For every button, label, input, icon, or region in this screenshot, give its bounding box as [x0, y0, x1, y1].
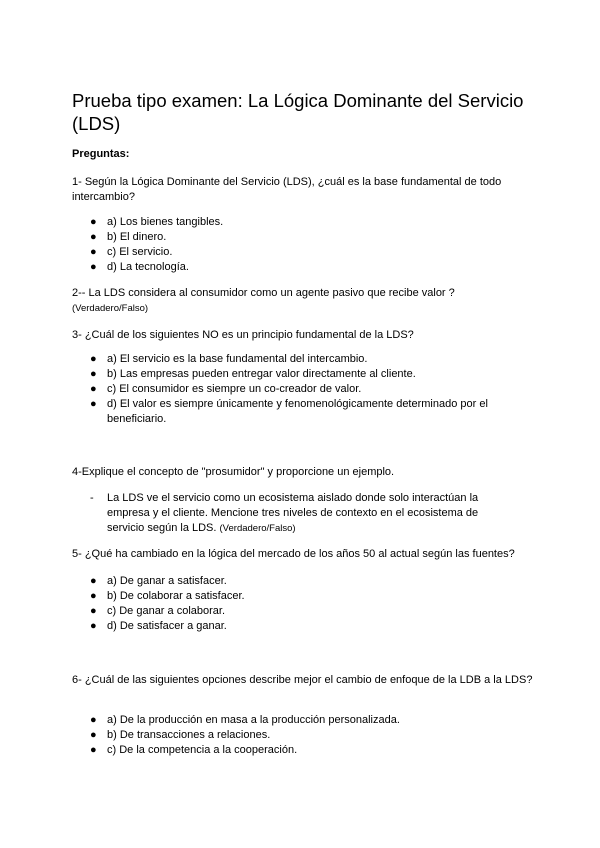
list-item: ● a) Los bienes tangibles.: [90, 216, 224, 228]
list-item: ● a) El servicio es la base fundamental del intercambio.: [90, 353, 368, 365]
question-2-note: (Verdadero/Falso): [72, 303, 149, 314]
bullet-icon: ●: [90, 383, 97, 395]
question-2-text: 2-- La LDS considera al consumidor como un agente pasivo que recibe valor ?: [72, 287, 455, 299]
list-item: ● d) De satisfacer a ganar.: [90, 620, 227, 632]
question-6: 6- ¿Cuál de las siguientes opciones describe mejor el cambio de enfoque de la LDB a la LDS?: [72, 674, 533, 686]
question-2: [72, 286, 542, 316]
question-6-options: [0, 713, 600, 758]
question-1-options: [0, 215, 600, 275]
list-item: ● c) De ganar a colaborar.: [90, 605, 226, 617]
bullet-icon: ●: [90, 620, 97, 632]
question-3-options: [0, 352, 600, 427]
list-item: ● a) De la producción en masa a la producción personalizada.: [90, 714, 400, 726]
bullet-icon: ●: [90, 590, 97, 602]
bullet-icon: ●: [90, 368, 97, 380]
list-item: ● b) El dinero.: [90, 231, 167, 243]
bullet-icon: ●: [90, 398, 97, 410]
bullet-icon: ●: [90, 261, 97, 273]
bullet-icon: ●: [90, 353, 97, 365]
section-heading: Preguntas:: [72, 148, 130, 160]
page-title: Prueba tipo examen: La Lógica Dominante del Servicio (LDS): [72, 90, 524, 134]
question-1: 1- Según la Lógica Dominante del Servicio (LDS), ¿cuál es la base fundamental de todo intercambio?: [72, 176, 502, 203]
question-4-note: (Verdadero/Falso): [219, 523, 296, 534]
bullet-icon: ●: [90, 744, 97, 756]
bullet-icon: ●: [90, 714, 97, 726]
bullet-icon: ●: [90, 605, 97, 617]
list-item: ● d) La tecnología.: [90, 261, 189, 273]
list-item: ● c) El consumidor es siempre un co-creador de valor.: [90, 383, 362, 395]
bullet-icon: ●: [90, 216, 97, 228]
dash-icon: -: [90, 492, 94, 504]
bullet-icon: ●: [90, 246, 97, 258]
list-item: ● d) El valor es siempre únicamente y fenomenológicamente determinado por el beneficiario.: [90, 398, 488, 425]
list-item: ● b) Las empresas pueden entregar valor directamente al cliente.: [90, 368, 416, 380]
list-item: - La LDS ve el servicio como un ecosistema aislado donde solo interactúan la empresa y el cliente. Mencione tres niveles de contexto en el ecosistema de servicio según la LDS. (Verdadero/Falso): [90, 492, 479, 534]
list-item: ● c) De la competencia a la cooperación.: [90, 744, 298, 756]
question-3: 3- ¿Cuál de los siguientes NO es un principio fundamental de la LDS?: [72, 329, 414, 341]
list-item: ● a) De ganar a satisfacer.: [90, 575, 227, 587]
question-5-options: [0, 574, 600, 634]
list-item: ● b) De transacciones a relaciones.: [90, 729, 271, 741]
list-item: ● b) De colaborar a satisfacer.: [90, 590, 245, 602]
question-4-sub: [0, 491, 600, 536]
question-4: 4-Explique el concepto de "prosumidor" y proporcione un ejemplo.: [72, 466, 395, 478]
bullet-icon: ●: [90, 231, 97, 243]
question-5: 5- ¿Qué ha cambiado en la lógica del mercado de los años 50 al actual según las fuentes?: [72, 548, 515, 560]
bullet-icon: ●: [90, 729, 97, 741]
list-item: ● c) El servicio.: [90, 246, 173, 258]
bullet-icon: ●: [90, 575, 97, 587]
